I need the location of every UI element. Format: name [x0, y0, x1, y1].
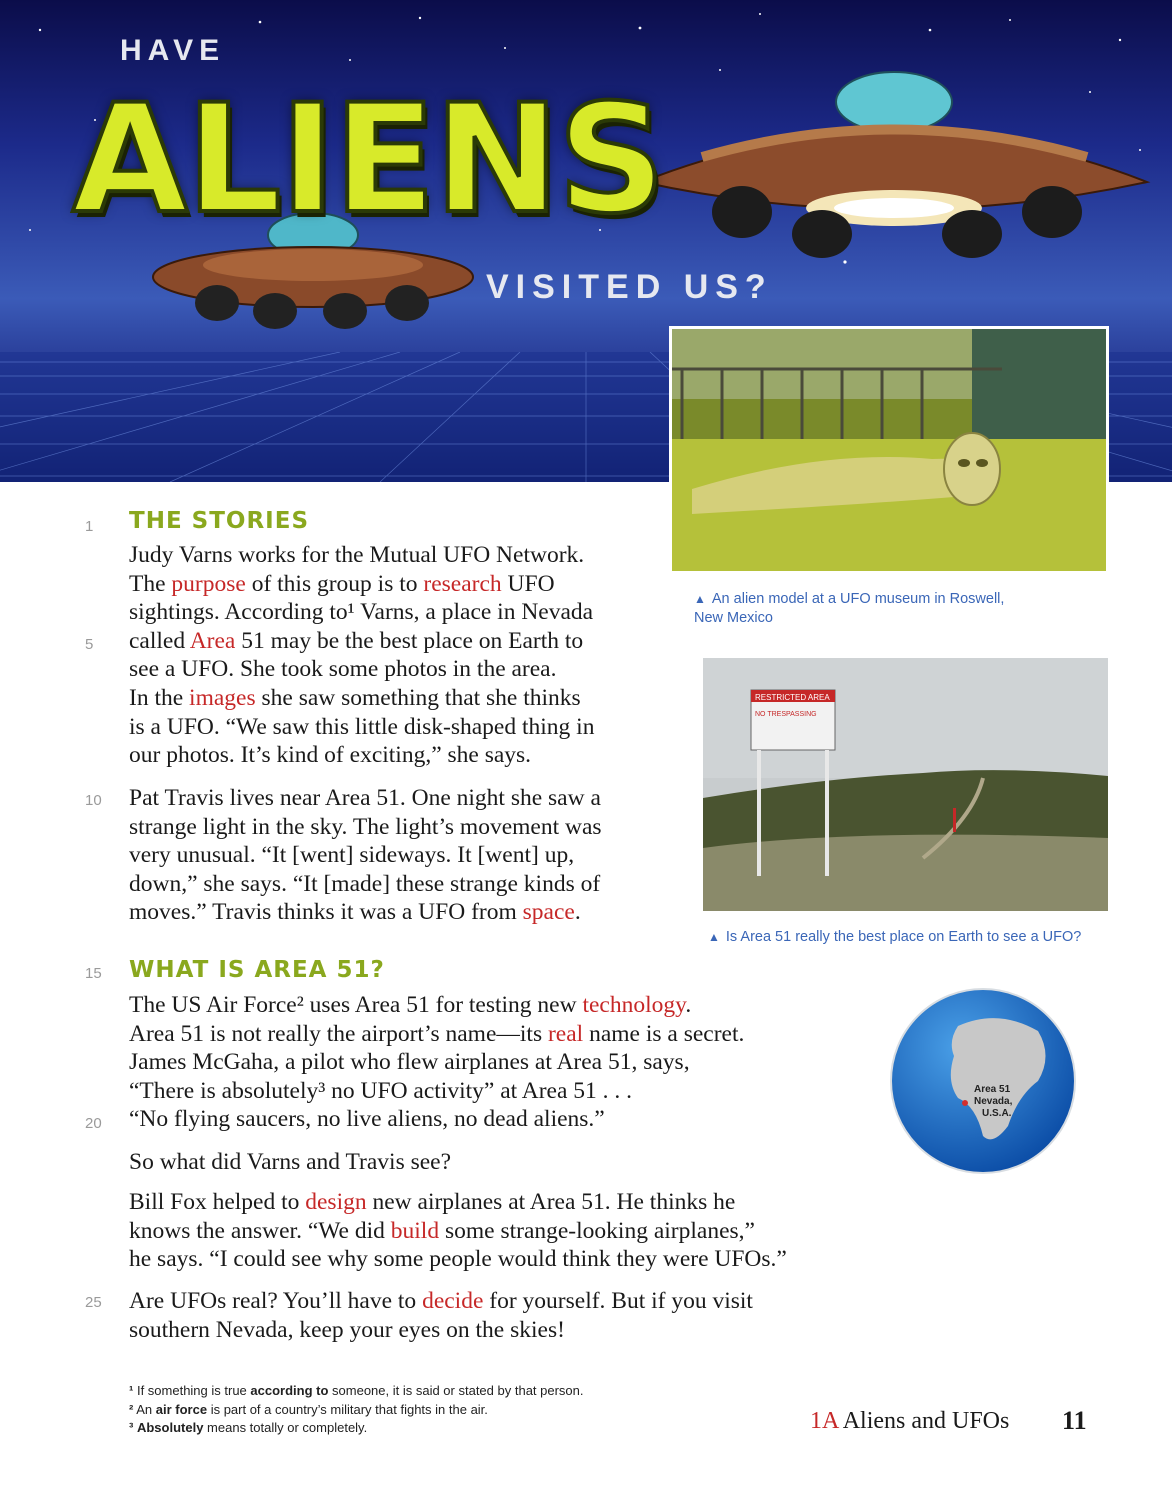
text-run: name is a secret. — [583, 1020, 745, 1047]
text-run: strange light in the sky. The light’s movement was — [129, 813, 602, 840]
text-run: southern Nevada, keep your eyes on the skies! — [129, 1316, 565, 1343]
vocabulary-word: images — [189, 684, 256, 711]
text-run: of this group is to — [245, 570, 424, 597]
vocabulary-word: design — [305, 1189, 367, 1215]
vocabulary-word: purpose — [171, 570, 246, 597]
text-run: The — [129, 570, 172, 597]
text-run: Area 51 is not really the airport’s name—its — [129, 1020, 548, 1047]
text-run: James McGaha, a pilot who flew airplanes at Area 51, says, — [129, 1049, 690, 1076]
text-run: . — [574, 899, 581, 926]
text-run: very unusual. “It [went] sideways. It [went] up, — [129, 842, 575, 869]
footnote-post: someone, it is said or stated by that person. — [328, 1383, 584, 1398]
paragraph — [129, 1188, 787, 1274]
alien-model-photo — [669, 326, 1109, 574]
triangle-up-icon: ▲ — [708, 930, 720, 944]
text-run: called — [129, 627, 190, 654]
paragraph — [129, 784, 602, 927]
footnote — [129, 1382, 584, 1401]
line-number: 1 — [85, 518, 94, 535]
alien-model-image — [672, 329, 1106, 571]
text-run: down,” she says. “It [made] these strange kinds of — [129, 870, 601, 897]
line-number: 25 — [85, 1294, 102, 1311]
line-number: 10 — [85, 792, 102, 809]
sign-title-text: RESTRICTED AREA — [755, 693, 830, 702]
footnote-post: means totally or completely. — [203, 1420, 368, 1435]
vocabulary-word: research — [423, 570, 502, 597]
title-aliens: ALIENS — [72, 73, 664, 247]
unit-code: 1A — [810, 1408, 839, 1434]
text-run: sightings. According to¹ Varns, a place in Nevada — [129, 599, 594, 626]
text-run: Are UFOs real? You’ll have to — [129, 1288, 423, 1314]
text-run: for yourself. But if you visit — [483, 1288, 753, 1314]
globe-label-nevada: Nevada, — [974, 1096, 1013, 1107]
unit-title: Aliens and UFOs — [838, 1408, 1010, 1434]
text-run: Pat Travis lives near Area 51. One night she saw a — [129, 785, 601, 811]
footnote-bold: air force — [155, 1401, 208, 1417]
footnote-bold: Absolutely — [136, 1420, 204, 1435]
footnote-bold: according to — [250, 1383, 329, 1398]
paragraph — [129, 991, 744, 1134]
vocabulary-word: Area — [189, 627, 236, 654]
title-visited-us: VISITED US? — [486, 268, 773, 306]
text-run: “There is absolutely³ no UFO activity” at Area 51 . . . — [129, 1077, 633, 1104]
triangle-up-icon: ▲ — [694, 592, 706, 606]
vocabulary-word: build — [390, 1217, 440, 1244]
footnote-num: ¹ — [129, 1383, 134, 1398]
text-run: moves.” Travis thinks it was a UFO from — [129, 899, 523, 926]
globe-map — [888, 986, 1078, 1176]
text-run: she saw something that she thinks — [255, 684, 581, 711]
footnote-num: ² — [129, 1401, 134, 1417]
text-run: see a UFO. She took some photos in the area. — [129, 656, 557, 683]
text-run: 51 may be the best place on Earth to — [235, 627, 584, 654]
globe-label-area51: Area 51 — [974, 1084, 1011, 1095]
line-number: 15 — [85, 965, 102, 982]
footnote-pre: An — [133, 1401, 156, 1417]
paragraph — [129, 1287, 753, 1344]
paragraph — [129, 1148, 451, 1177]
text-run: knows the answer. “We did — [129, 1217, 391, 1244]
area51-sign-image — [703, 658, 1108, 911]
footnotes — [129, 1382, 584, 1438]
text-run: Judy Varns works for the Mutual UFO Network. — [129, 542, 585, 568]
text-run: he says. “I could see why some people would think they were UFOs.” — [129, 1246, 787, 1273]
area51-sign-photo — [703, 658, 1108, 911]
text-run: . — [685, 992, 692, 1018]
alien-model-caption-text: An alien model at a UFO museum in Roswell, New Mexico — [694, 591, 1005, 626]
line-number: 5 — [85, 636, 94, 653]
vocabulary-word: technology — [582, 992, 686, 1018]
area51-photo-caption-text: Is Area 51 really the best place on Earth to see a UFO? — [725, 929, 1082, 945]
globe-label-usa: U.S.A. — [982, 1108, 1012, 1119]
page-number: 11 — [1062, 1406, 1087, 1435]
section-heading-area51: WHAT IS AREA 51? — [129, 957, 385, 983]
text-run: our photos. It’s kind of exciting,” she says. — [129, 742, 532, 769]
text-run: some strange-looking airplanes,” — [439, 1217, 755, 1244]
paragraph — [129, 541, 594, 770]
vocabulary-word: real — [547, 1020, 584, 1047]
text-run: So what did Varns and Travis see? — [129, 1149, 452, 1175]
text-run: UFO — [501, 570, 555, 597]
area51-photo-caption — [708, 928, 1108, 947]
line-number: 20 — [85, 1115, 102, 1132]
sign-subtitle-text: NO TRESPASSING — [755, 711, 817, 718]
large-ufo-icon — [632, 62, 1157, 262]
text-run: is a UFO. “We saw this little disk-shaped thing in — [129, 713, 595, 740]
footnote-post: is part of a country’s military that fights in the air. — [207, 1401, 488, 1417]
footnote — [129, 1419, 584, 1438]
alien-model-caption — [694, 590, 1034, 628]
footnote — [129, 1401, 584, 1420]
footnote-pre: If something is true — [133, 1383, 251, 1398]
text-run: Bill Fox helped to — [129, 1189, 306, 1215]
area51-marker-icon — [962, 1100, 968, 1106]
text-run: In the — [129, 684, 190, 711]
vocabulary-word: space — [522, 899, 575, 926]
text-run: “No flying saucers, no live aliens, no dead aliens.” — [129, 1106, 605, 1133]
unit-label — [810, 1408, 1009, 1435]
text-run: new airplanes at Area 51. He thinks he — [366, 1189, 736, 1215]
section-heading-stories: THE STORIES — [129, 508, 310, 534]
vocabulary-word: decide — [422, 1288, 484, 1314]
text-run: The US Air Force² uses Area 51 for testing new — [129, 992, 583, 1018]
title-have: HAVE — [120, 34, 226, 67]
footnote-num: ³ — [129, 1420, 134, 1435]
